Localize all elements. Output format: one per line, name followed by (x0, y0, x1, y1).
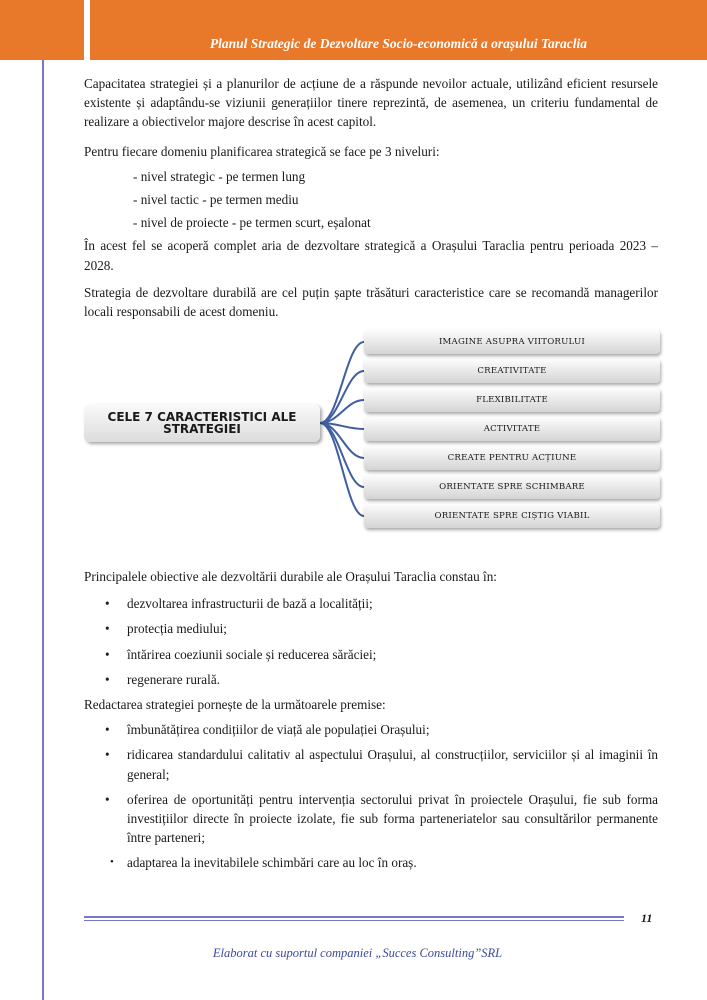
list-item: • îmbunătățirea condițiilor de viață ale populației Orașului; (84, 720, 658, 739)
characteristic-activity: ACTIVITATE (364, 417, 660, 441)
bullet-icon: • (105, 791, 110, 807)
bullet-icon: • (105, 671, 110, 687)
list-item: • dezvoltarea infrastructurii de bază a localității; (84, 594, 658, 613)
bullet-icon: • (105, 646, 110, 662)
characteristic-flexibility: FLEXIBILITATE (364, 388, 660, 412)
characteristic-creativity: CREATIVITATE (364, 359, 660, 383)
paragraph-sustainable-strategy: Strategia de dezvoltare durabilă are cel puțin șapte trăsături caracteristice care se recomandă managerilor locali responsabili de acest domeniu. (84, 284, 658, 320)
objectives-intro: Principalele obiective ale dezvoltării durabile ale Orașului Taraclia constau în: (84, 569, 497, 584)
characteristic-future-image: IMAGINE ASUPRA VIITORULUI (364, 330, 660, 354)
list-item: • regenerare rurală. (84, 670, 658, 689)
connector-6 (320, 423, 364, 487)
bullet-icon: • (105, 621, 110, 637)
connector-2 (320, 371, 364, 423)
level-strategic: - nivel strategic - pe termen lung (133, 168, 306, 184)
level-projects: - nivel de proiecte - pe termen scurt, eșalonat (133, 215, 371, 231)
level-tactic: - nivel tactic - pe termen mediu (133, 192, 299, 208)
bullet-icon: • (110, 856, 114, 869)
body-text-bottom (84, 567, 658, 879)
strategy-characteristics-diagram (84, 324, 664, 534)
paragraph-coverage: În acest fel se acoperă complet aria de dezvoltare strategică a Orașului Taraclia pentru perioada 2023 – 2028. (84, 238, 658, 273)
bullet-icon: • (105, 596, 110, 612)
connector-7 (320, 423, 364, 516)
footer-credit: Elaborat cu suportul companiei „Succes Consulting”SRL (212, 946, 503, 960)
footer-rule-thick (84, 916, 624, 918)
objectives-list (84, 594, 658, 689)
list-item: • adaptarea la inevitabilele schimbări care au loc în oraș. (84, 853, 658, 872)
header-band (0, 0, 707, 60)
list-item: • întărirea coeziunii sociale și reducerea sărăciei; (84, 645, 658, 664)
left-margin-rule (42, 60, 44, 1000)
list-item: • protecția mediului; (84, 619, 658, 638)
bullet-icon: • (105, 747, 110, 763)
diagram-main-node: CELE 7 CARACTERISTICI ALE STRATEGIEI (84, 404, 320, 442)
premises-intro: Redactarea strategiei pornește de la următoarele premise: (84, 697, 386, 713)
characteristic-viable-gain: ORIENTATE SPRE CIȘTIG VIABIL (364, 504, 660, 528)
bullet-icon: • (105, 722, 110, 738)
footer-rule-thin (84, 920, 624, 921)
header-left-block (0, 0, 84, 60)
paragraph-levels-intro: Pentru fiecare domeniu planificarea strategică se face pe 3 niveluri: (84, 143, 440, 159)
list-item: • ridicarea standardului calitativ al aspectului Orașului, al construcțiilor, serviciilor și al imaginii în general; (105, 747, 658, 782)
paragraph-capacity: Capacitatea strategiei și a planurilor de acțiune de a răspunde nevoilor actuale, utilizând eficient resursele existente și adaptându-se viziunii generațiilor tinere reprezintă, de asemenea, un criteriu fundamental de realizare a obiectivelor majore descrise în acest capitol. (84, 76, 658, 130)
premises-list (84, 720, 658, 872)
characteristic-change: ORIENTATE SPRE SCHIMBARE (364, 475, 660, 499)
page-number: 11 (641, 911, 653, 925)
document-title: Planul Strategic de Dezvoltare Socio-economică a orașului Taraclia (209, 36, 587, 51)
body-text-top (84, 74, 658, 321)
characteristic-action: CREATE PENTRU ACȚIUNE (364, 446, 660, 470)
list-item: • oferirea de oportunități pentru intervenția sectorului privat în proiectele Orașului, fie sub forma investițiilor directe în proiecte izolate, fie sub forma parteneriatelor sau consultărilor permanente între parteneri; (105, 791, 658, 846)
